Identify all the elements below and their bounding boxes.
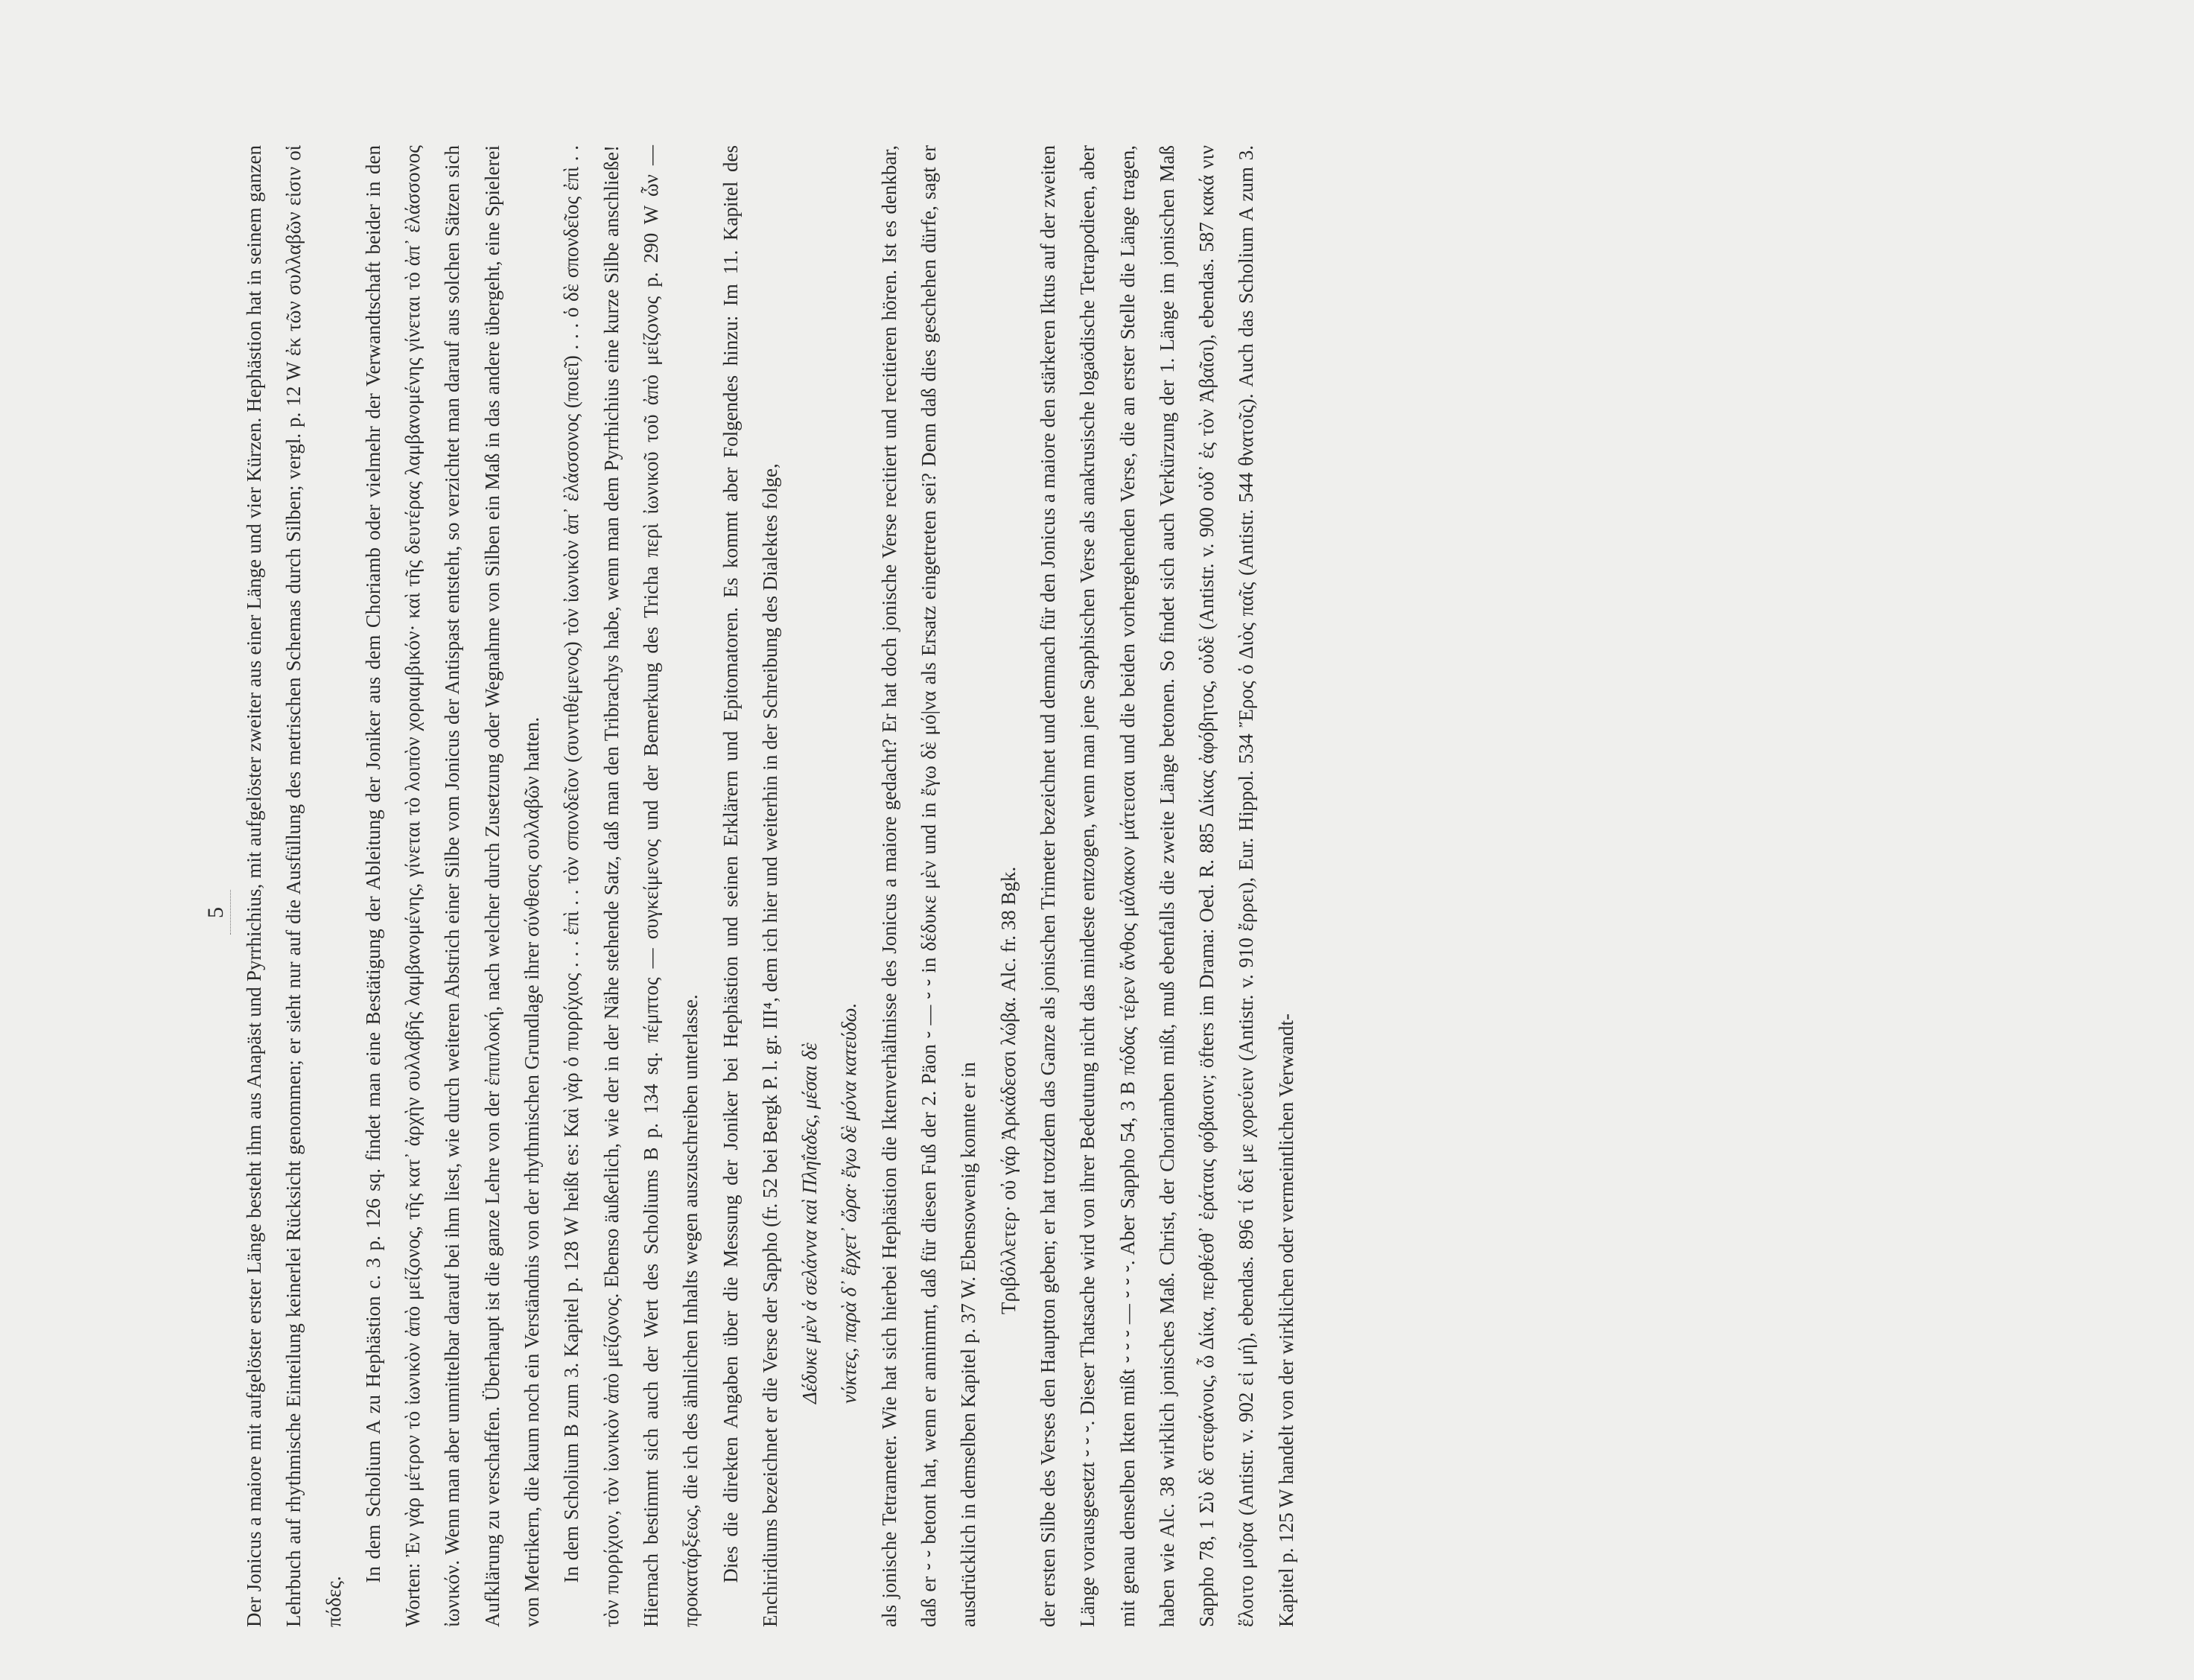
paragraph: In dem Scholium A zu Hephästion c. 3 p. 126 sq. findet man eine Bestätigung der Ableitung der Joniker aus dem Choriamb oder vielmehr der Verwandtschaft beider in den Worten: Ἐν γὰρ μέτρον τὸ ἰωνικὸν ἀπὸ μείζονος, τῆς κατ᾽ ἀρχὴν συλλαβῆς λαμβανομένης, γίνεται τὸ λοιπὸν χοριαμβικόν· καὶ τῆς δευτέρας λαμβανομένης γίνεται τὸ ἀπ᾽ ἐλάσσονος ἰωνικόν. Wenn man aber unmittelbar darauf bei ihm liest, wie durch weiteren Abstrich einer Silbe vom Jonicus der Antispast entsteht, so verzichtet man darauf aus solchen Sätzen sich Aufklärung zu verschaffen. Überhaupt ist die ganze Lehre von der ἐπιπλοκή, nach welcher durch Zusetzung oder Wegnahme von Silben ein Maß in das andere übergeht, eine Spielerei von Metrikern, die kaum noch ein Verständnis von der rhythmischen Grundlage ihrer σύνθεσις συλλαβῶν hatten. (361, 145, 544, 1627)
page-number: 5 (203, 868, 231, 957)
rotated-page (203, 138, 1426, 1627)
paragraph: Der Jonicus a maiore mit aufgelöster erster Länge besteht ihm aus Anapäst und Pyrrhichius, mit aufgelöster zweiter aus einer Länge und vier Kürzen. Hephästion hat in seinem ganzen Lehrbuch auf rhythmische Einteilung keinerlei Rücksicht genommen; er sieht nur auf die Ausfüllung des metrischen Schemas durch Silben; vergl. p. 12 W ἐκ τῶν συλλαβῶν εἰσιν οἱ πόδες. (243, 145, 345, 1627)
verse-line: Δέδυκε μὲν ἁ σελάννα καὶ Πληΐαδες, μέσαι δὲ (798, 1043, 821, 1404)
verse-quote (790, 145, 870, 1627)
verse-line: νύκτες, παρὰ δ᾽ ἔρχετ᾽ ὤρα· ἔγω δὲ μόνα κατεύδω. (838, 1002, 861, 1404)
paragraph: Dies die direkten Angaben über die Messung der Joniker bei Hephästion und seinen Erklärern und Epitomatoren. Es kommt aber Folgendes hinzu: Im 11. Kapitel des Enchiridiums bezeichnet er die Verse der Sappho (fr. 52 bei Bergk P. l. gr. III⁴, dem ich hier und weiterhin in der Schreibung des Dialektes folge, (719, 145, 781, 1627)
citation-line: Τριβόλλετερ· οὐ γάρ Ἀρκάδεσσι λώβα. Alc. fr. 38 Bgk. (996, 866, 1020, 1314)
paragraph: der ersten Silbe des Verses den Hauptton geben; er hat trotzdem das Ganze als jonischen Trimeter bezeichnet und demnach für den Jonicus a maiore den stärkeren Iktus auf der zweiten Länge vorausgesetzt ⏑ ⏑ ⏑. Dieser Thatsache wird von ihrer Bedeutung nicht das mindeste entzogen, wenn man jene Sapphischen Verse als anakrusische logaödische Tetrapodieen, aber mit genau denselben Ikten mißt ⏑ ⏑ ⏑ — ⏑ ⏑ ⏑. Aber Sappho 54, 3 B πόδας τέρεν ἄνθος μάλακον μάτεισαι und die beiden vorhergehenden Verse, die an erster Stelle die Länge tragen, haben wie Alc. 38 wirklich jonisches Maß. Christ, der Choriamben mißt, muß ebenfalls die zweite Länge betonen. So findet sich auch Verkürzung der 1. Länge im jonischen Maß Sappho 78, 1 Σὺ δὲ στεφάνοις, ὦ Δίκα, περθέσθ᾽ ἐράταις φόβαισιν; öfters im Drama: Oed. R. 885 Δίκας ἀφόβητος, οὐδὲ (Antistr. v. 900 οὐδ᾽ ἐς τὸν Ἀβαῖσι), ebendas. 587 κακά νιν ἕλοιτο μοῖρα (Antistr. v. 902 εἰ μή), ebendas. 896 τί δεῖ με χορεύειν (Antistr. v. 910 ἔρρει), Eur. Hippol. 534 Ἔρος ὁ Διὸς παῖς (Antistr. 544 θνατοῖς). Auch das Scholium A zum 3. Kapitel p. 125 W handelt von der wirklichen oder vermeintlichen Verwandt- (1036, 145, 1297, 1627)
page-body (235, 145, 1306, 1627)
paragraph: als jonische Tetrameter. Wie hat sich hierbei Hephästion die Iktenverhältnisse des Jonicus a maiore gedacht? Er hat doch jonische Verse recitiert und recitieren hören. Ist es denkbar, daß er ⏑ ⏑ betont hat, wenn er annimmt, daß für diesen Fuß der 2. Päon ⏑ — ⏑ ⏑ in δέδυκε μὲν und in ἔγω δὲ μό|να als Ersatz eingetreten sei? Denn daß dies geschehen dürfe, sagt er ausdrücklich in demselben Kapitel p. 37 W. Ebensowenig konnte er in (877, 145, 980, 1627)
paragraph: In dem Scholium B zum 3. Kapitel p. 128 W heißt es: Καὶ γὰρ ὁ πυρρίχιος . . . ἐπὶ . . τὸν σπονδεῖον (συντιθέμενος) τὸν ἰωνικὸν ἀπ᾽ ἐλάσσονος (ποιεῖ) . . . ὁ δὲ σπονδεῖος ἐπὶ . . τὸν πυρρίχιον, τὸν ἰωνικὸν ἀπὸ μείζονος. Ebenso äußerlich, wie der in der Nähe stehende Satz, daß man den Tribrachys habe, wenn man dem Pyrrhichius eine kurze Silbe anschließe! Hiernach bestimmt sich auch der Wert des Scholiums B p. 134 sq. πέμπτος — συγκείμενος und der Bemerkung des Tricha περὶ ἰωνικοῦ τοῦ ἀπὸ μείζονος p. 290 W ὧν — προκατάρξεως, die ich des ähnlichen Inhalts wegen auszuschreiben unterlasse. (560, 145, 702, 1627)
